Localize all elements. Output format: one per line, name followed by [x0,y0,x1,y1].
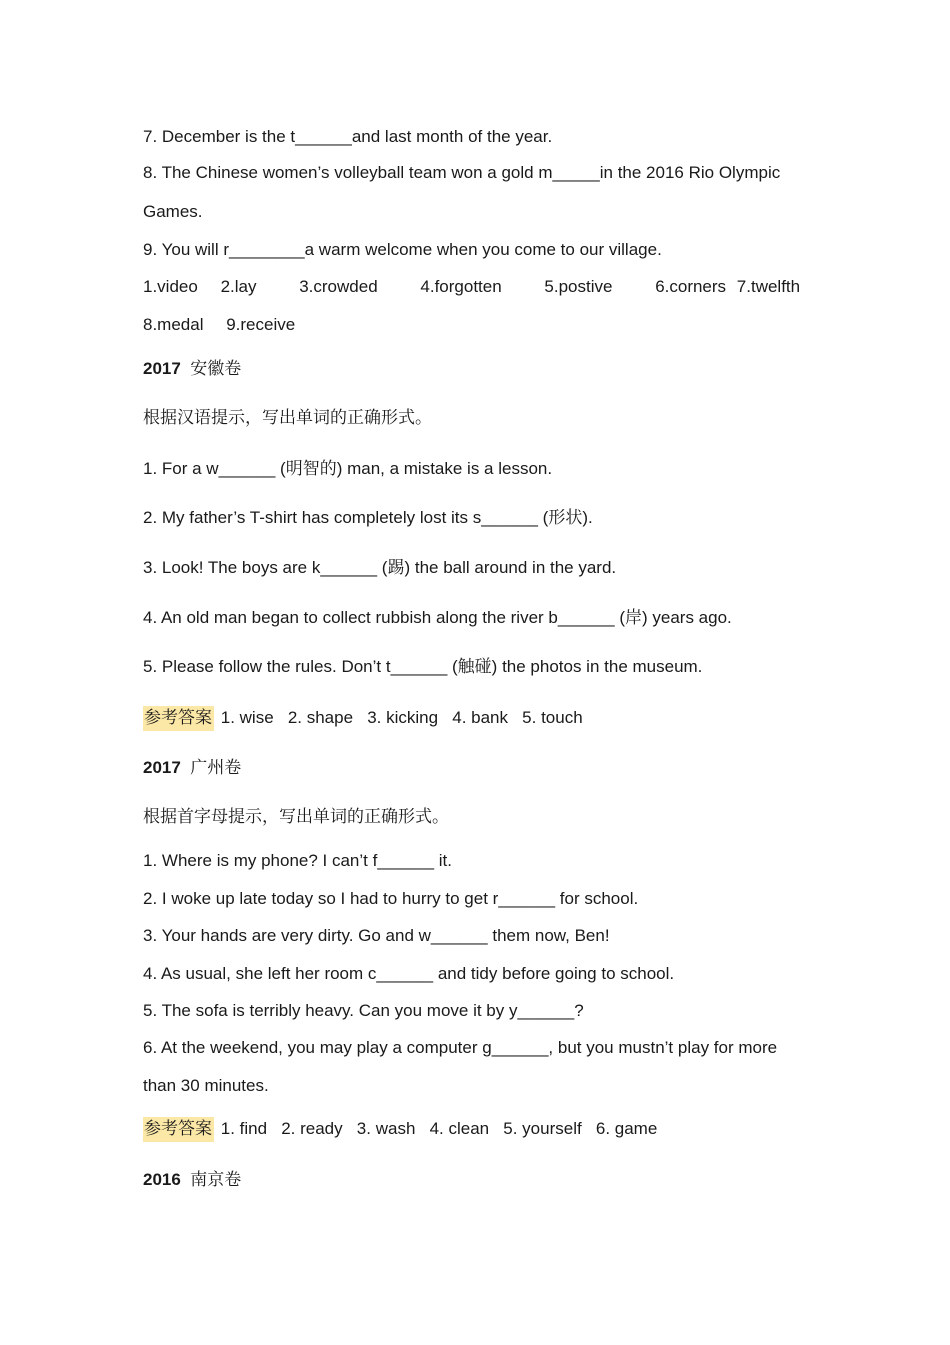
prev-question-9: 9. You will r________a warm welcome when you come to our village. [143,240,662,259]
answer-badge: 参考答案 [143,1117,214,1142]
section-heading-anhui [143,359,241,379]
answer-list: 1. find 2. ready 3. wash 4. clean 5. yourself 6. game [220,1119,658,1138]
prev-answers-row-1 [143,277,800,297]
answer-item: 9.receive [226,315,296,334]
section-year: 2016 [143,1170,181,1189]
prev-question-8-cont: Games. [143,202,203,221]
answer-item: 1.video [143,277,198,296]
question-guangzhou-5: 5. The sofa is terribly heavy. Can you move it by y______? [143,1001,584,1020]
answer-item: 5.postive [544,277,613,296]
answer-row-guangzhou [143,1119,657,1139]
instruction-anhui: 根据汉语提示，写出单词的正确形式。 [143,408,432,427]
answer-item: 8.medal [143,315,204,334]
section-region: 广州卷 [190,758,242,777]
answer-item: 6.corners [655,277,727,296]
prev-question-8: 8. The Chinese women’s volleyball team won a gold m_____in the 2016 Rio Olympic [143,163,781,182]
question-guangzhou-1: 1. Where is my phone? I can’t f______ it. [143,851,453,870]
question-guangzhou-6-cont: than 30 minutes. [143,1076,269,1095]
question-anhui-5: 5. Please follow the rules. Don’t t______ (触碰) the photos in the museum. [143,657,703,676]
question-guangzhou-4: 4. As usual, she left her room c______ and tidy before going to school. [143,964,675,983]
question-guangzhou-3: 3. Your hands are very dirty. Go and w______ them now, Ben! [143,926,610,945]
answer-item: 2.lay [220,277,257,296]
answer-badge: 参考答案 [143,706,214,731]
answer-item: 3.crowded [299,277,378,296]
question-anhui-3: 3. Look! The boys are k______ (踢) the ball around in the yard. [143,558,617,577]
answer-item: 7.twelfth [736,277,801,296]
question-guangzhou-2: 2. I woke up late today so I had to hurry to get r______ for school. [143,889,639,908]
answer-list: 1. wise 2. shape 3. kicking 4. bank 5. touch [220,708,583,727]
question-anhui-4: 4. An old man began to collect rubbish along the river b______ (岸) years ago. [143,608,732,627]
section-region: 南京卷 [190,1170,242,1189]
answer-row-anhui [143,708,583,728]
question-guangzhou-6: 6. At the weekend, you may play a computer g______, but you mustn’t play for more [143,1038,778,1057]
question-anhui-2: 2. My father’s T-shirt has completely lost its s______ (形状). [143,508,593,527]
answer-item: 4.forgotten [420,277,502,296]
section-heading-guangzhou [143,758,241,778]
section-year: 2017 [143,758,181,777]
section-region: 安徽卷 [190,359,242,378]
section-heading-nanjing [143,1170,241,1190]
prev-question-7: 7. December is the t______and last month of the year. [143,127,553,146]
question-anhui-1: 1. For a w______ (明智的) man, a mistake is a lesson. [143,459,553,478]
instruction-guangzhou: 根据首字母提示，写出单词的正确形式。 [143,807,449,826]
prev-answers-row-2 [143,315,295,335]
section-year: 2017 [143,359,181,378]
